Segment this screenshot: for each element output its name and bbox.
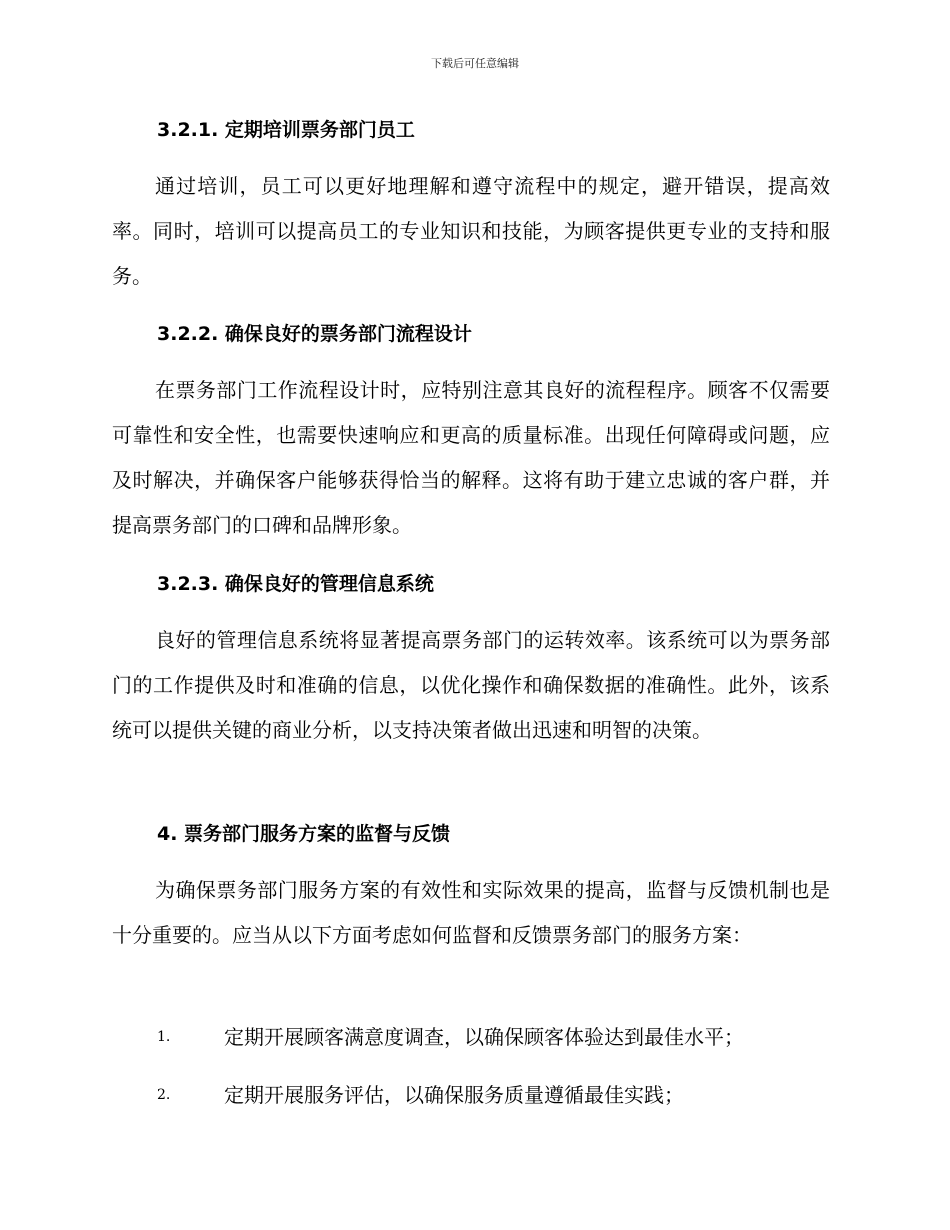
- section-paragraph-3-2-3: 良好的管理信息系统将显著提高票务部门的运转效率。该系统可以为票务部门的工作提供及时和准确的信息，以优化操作和确保数据的准确性。此外，该系统可以提供关键的商业分析，以支持决策者做出迅速和明智的决策。: [112, 628, 830, 742]
- list-item-number: 2.: [157, 1087, 171, 1103]
- section-heading-4: 4. 票务部门服务方案的监督与反馈: [157, 823, 451, 845]
- list-item: [157, 1022, 857, 1052]
- section-paragraph-3-2-2: 在票务部门工作流程设计时，应特别注意其良好的流程程序。顾客不仅需要可靠性和安全性，也需要快速响应和更高的质量标准。出现任何障碍或问题，应及时解决，并确保客户能够获得恰当的解释。这将有助于建立忠诚的客户群，并提高票务部门的口碑和品牌形象。: [112, 378, 830, 537]
- section-heading-3-2-3: 3.2.3. 确保良好的管理信息系统: [157, 573, 434, 595]
- header-note: 下载后可任意编辑: [431, 57, 519, 70]
- section-paragraph-3-2-1: 通过培训，员工可以更好地理解和遵守流程中的规定，避开错误，提高效率。同时，培训可以提高员工的专业知识和技能，为顾客提供更专业的支持和服务。: [112, 174, 830, 288]
- list-item-number: 1.: [157, 1029, 171, 1045]
- section-heading-3-2-2: 3.2.2. 确保良好的票务部门流程设计: [157, 323, 472, 345]
- list-item-text: 定期开展服务评估，以确保服务质量遵循最佳实践；: [224, 1083, 684, 1107]
- section-heading-3-2-1: 3.2.1. 定期培训票务部门员工: [157, 119, 415, 141]
- list-item-text: 定期开展顾客满意度调查，以确保顾客体验达到最佳水平；: [224, 1025, 744, 1049]
- section-paragraph-4: 为确保票务部门服务方案的有效性和实际效果的提高，监督与反馈机制也是十分重要的。应当从以下方面考虑如何监督和反馈票务部门的服务方案：: [112, 878, 830, 947]
- list-item: [157, 1080, 857, 1110]
